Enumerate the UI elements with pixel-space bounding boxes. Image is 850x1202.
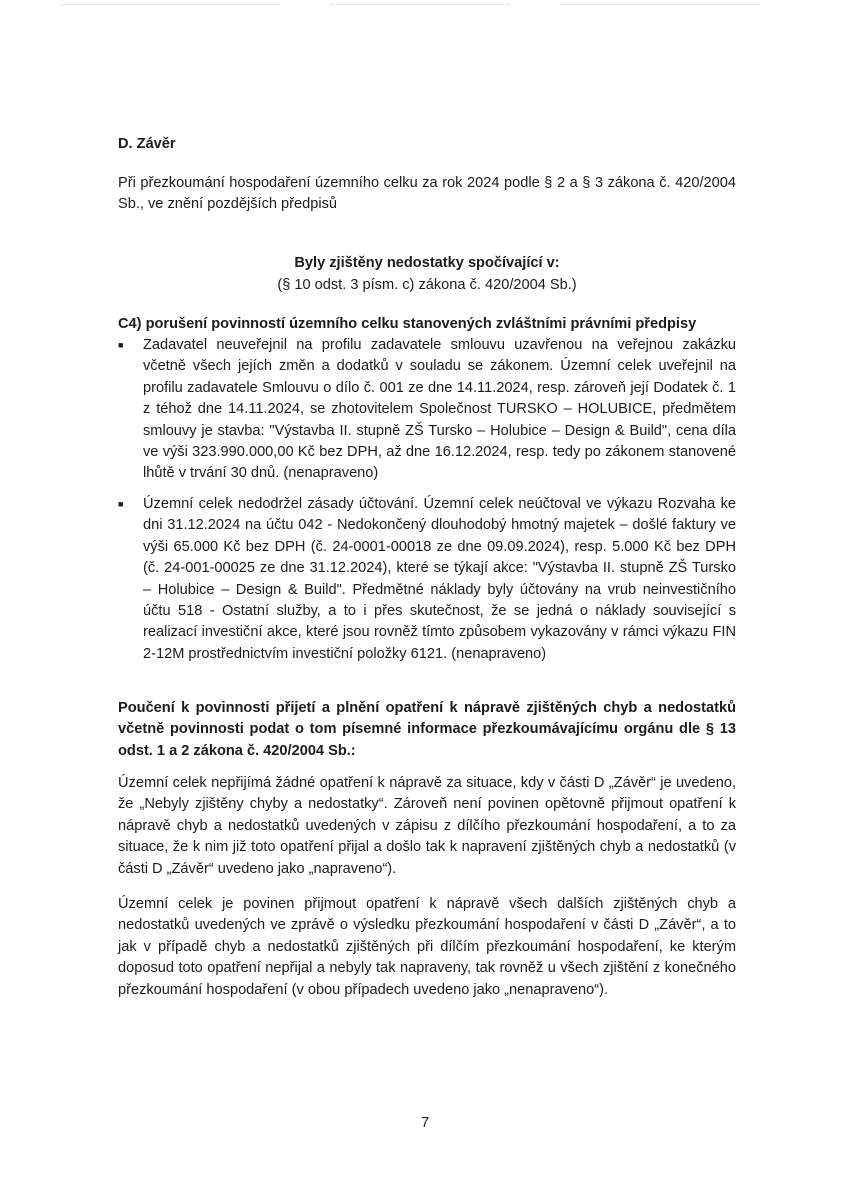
finding-text: Zadavatel neuveřejnil na profilu zadavatele smlouvu uzavřenou na veřejnou zakázku včetně všech jejích změn a dodatků v souladu se zákonem. Územní celek uveřejnil na profilu zadavatele Smlouvu o dílo č. 001 ze dne 14.11.2024, resp. zároveň její Dodatek č. 1 z téhož dne 14.11.2024, se zhotovitelem Společnost TURSKO – HOLUBICE, předmětem smlouvy je stavba: "Výstavba II. stupně ZŠ Tursko – Holubice – Design & Build", cena díla ve výši 323.990.000,00 Kč bez DPH, až dne 16.12.2024, resp. tedy po zákonem stanovené lhůtě v trvání 30 dnů. (nenapraveno) (143, 337, 736, 482)
c4-heading: C4) porušení povinností územního celku stanovených zvláštními právními předpisy (118, 316, 697, 332)
instruction-heading: Poučení k povinnosti přijetí a plnění opatření k nápravě zjištěných chyb a nedostatků včetně povinnosti podat o tom písemné informace přezkoumávajícímu orgánu dle § 13 odst. 1 a 2 zákona č. 420/2004 Sb.: (118, 700, 736, 759)
scan-artifact-line (560, 4, 760, 5)
findings-subheading: (§ 10 odst. 3 písm. c) zákona č. 420/2004 Sb.) (277, 277, 577, 293)
square-bullet-icon: ■ (118, 340, 124, 350)
square-bullet-icon: ■ (118, 499, 124, 509)
findings-heading: Byly zjištěny nedostatky spočívající v: (294, 255, 560, 271)
paragraph-obligation: Územní celek je povinen přijmout opatření k nápravě všech dalších zjištěných chyb a nedostatků uvedených ve zprávě o výsledku přezkoumání hospodaření v části D „Závěr“, a to jak v případě chyb a nedostatků zjištěných při dílčím přezkoumání hospodaření, ke kterým doposud toto opatření nepřijal a nebyly tak napraveny, tak rovněž u všech zjištění z konečného přezkoumání hospodaření (v obou případech uvedeno jako „nenapraveno“). (118, 896, 736, 998)
finding-list-item (118, 335, 736, 485)
finding-list-item (118, 494, 736, 665)
finding-text: Územní celek nedodržel zásady účtování. Územní celek neúčtoval ve výkazu Rozvaha ke dni 31.12.2024 na účtu 042 - Nedokončený dlouhodobý hmotný majetek – došlé faktury ve výši 65.000 Kč bez DPH (č. 24-0001-00018 ze dne 09.09.2024), resp. 5.000 Kč bez DPH (č. 24-001-00025 ze dne 31.12.2024), které se týkají akce: "Výstavba II. stupně ZŠ Tursko – Holubice – Design & Build". Předmětné náklady byly účtovány na vrub neinvestičního účtu 518 - Ostatní služby, a to i přes skutečnost, že se jedná o náklady související s realizací investiční akce, které jsou rovněž tímto způsobem vykazovány v rámci výkazu FIN 2-12M prostřednictvím investiční položky 6121. (nenapraveno) (143, 496, 736, 662)
page-number: 7 (420, 1115, 430, 1131)
intro-text: Při přezkoumání hospodaření územního celku za rok 2024 podle § 2 a § 3 zákona č. 420/2004 Sb., ve znění pozdějších předpisů (118, 175, 736, 213)
scan-artifact-line (60, 4, 280, 5)
scan-artifact-line (330, 4, 510, 5)
paragraph-no-measures: Územní celek nepřijímá žádné opatření k nápravě za situace, kdy v části D „Závěr“ je uvedeno, že „Nebyly zjištěny chyby a nedostatky“. Zároveň není povinen opětovně přijmout opatření k nápravě chyb a nedostatků uvedených v zápisu z dílčího přezkoumání hospodaření, a to za situace, že k nim již toto opatření přijal a došlo tak k napravení zjištěných chyb a nedostatků (v části D „Závěr“ uvedeno jako „napraveno“). (118, 775, 736, 877)
section-heading: D. Závěr (118, 136, 176, 152)
